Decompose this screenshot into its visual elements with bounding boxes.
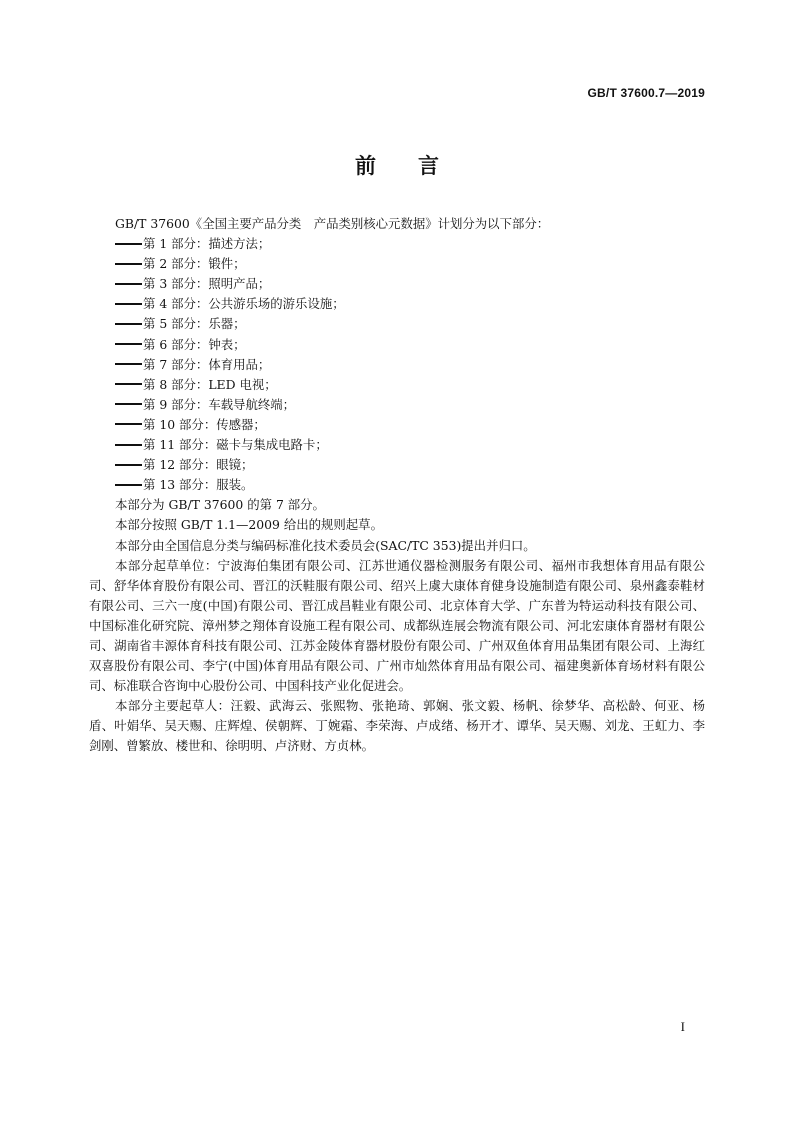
list-item [89,254,705,274]
list-item-text: 第 8 部分：LED 电视； [143,376,277,392]
page-number: I [680,1019,685,1034]
intro-paragraph: GB/T 37600《全国主要产品分类 产品类别核心元数据》计划分为以下部分： [115,216,550,231]
list-item [89,395,705,415]
standard-code: GB/T 37600.7—2019 [587,86,705,100]
list-item-text: 第 13 部分：服装。 [143,477,254,493]
list-item-text: 第 11 部分：磁卡与集成电路卡； [143,437,328,453]
em-dash-icon [115,243,142,245]
list-item-text: 第 1 部分：描述方法； [143,236,271,252]
drafting-units-paragraph: 本部分起草单位：宁波海伯集团有限公司、江苏世通仪器检测服务有限公司、福州市我想体育用品有限公司、舒华体育股份有限公司、晋江的沃鞋服有限公司、绍兴上虞大康体育健身设施制造有限公司、泉州鑫泰鞋材有限公司、三六一度(中国)有限公司、晋江成昌鞋业有限公司、北京体育大学、广东普为特运动科技有限公司、中国标准化研究院、漳州梦之翔体育设施工程有限公司、成都纵连展会物流有限公司、河北宏康体育器材有限公司、湖南省丰源体育科技有限公司、江苏金陵体育器材股份有限公司、广州双鱼体育用品集团有限公司、上海红双喜股份有限公司、李宁(中国)体育用品有限公司、广州市灿然体育用品有限公司、福建奥新体育场材料有限公司、标准联合咨询中心股份公司、中国科技产业化促进会。 [89,557,705,694]
list-item-text: 第 6 部分：钟表； [143,336,246,352]
em-dash-icon [115,444,142,446]
em-dash-icon [115,484,142,486]
em-dash-icon [115,403,142,405]
em-dash-icon [115,283,142,285]
list-item [89,435,705,455]
parts-list [89,234,705,495]
list-item [89,234,705,254]
list-item [89,455,705,475]
em-dash-icon [115,263,142,265]
drafters-paragraph: 本部分主要起草人：汪毅、武海云、张熙物、张艳琦、郭娴、张文毅、杨帆、徐梦华、高松龄、何亚、杨盾、叶娟华、吴天赐、庄辉煌、侯朝辉、丁婉霜、李荣海、卢成绪、杨开才、谭华、吴天赐、刘龙、王虹力、李剑刚、曾繁放、楼世和、徐明明、卢济财、方贞林。 [89,698,705,754]
list-item [89,375,705,395]
list-item [89,294,705,314]
em-dash-icon [115,323,142,325]
em-dash-icon [115,423,142,425]
list-item-text: 第 3 部分：照明产品； [143,276,271,292]
page-title: 前 言 [355,154,439,178]
list-item-text: 第 5 部分：乐器； [143,316,246,332]
list-item [89,355,705,375]
em-dash-icon [115,383,142,385]
list-item-text: 第 2 部分：锻件； [143,256,246,272]
list-item-text: 第 7 部分：体育用品； [143,356,271,372]
list-item-text: 第 4 部分：公共游乐场的游乐设施； [143,296,345,312]
foreword-body [89,214,705,757]
em-dash-icon [115,464,142,466]
list-item [89,274,705,294]
list-item [89,475,705,495]
proposed-by-statement: 本部分由全国信息分类与编码标准化技术委员会(SAC/TC 353)提出并归口。 [115,537,536,553]
list-item [89,415,705,435]
list-item-text: 第 12 部分：眼镜； [143,457,254,473]
list-item-text: 第 9 部分：车载导航终端； [143,396,296,412]
list-item [89,314,705,334]
part-of-statement: 本部分为 GB/T 37600 的第 7 部分。 [115,497,325,513]
em-dash-icon [115,303,142,305]
drafting-rules-statement: 本部分按照 GB/T 1.1—2009 给出的规则起草。 [115,517,383,533]
em-dash-icon [115,343,142,345]
list-item-text: 第 10 部分：传感器； [143,416,266,432]
list-item [89,335,705,355]
em-dash-icon [115,363,142,365]
